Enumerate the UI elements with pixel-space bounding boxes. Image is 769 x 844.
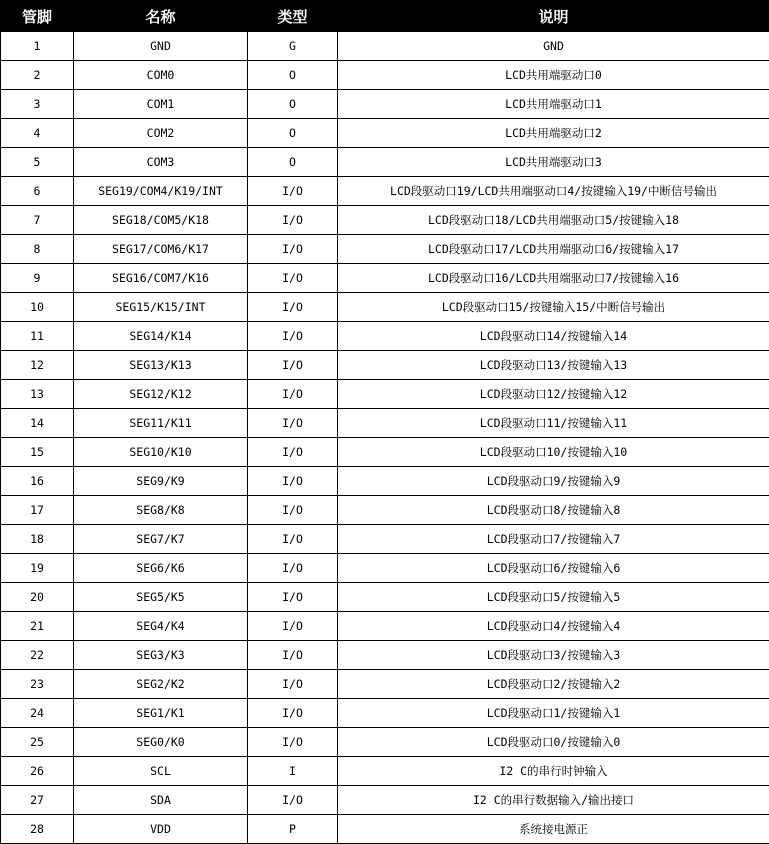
- pin-number-cell: 12: [1, 351, 74, 380]
- pin-type-cell: O: [248, 148, 338, 177]
- pin-type-cell: I/O: [248, 235, 338, 264]
- pin-number-cell: 3: [1, 90, 74, 119]
- pin-type-cell: I/O: [248, 206, 338, 235]
- pin-name-cell: COM2: [74, 119, 248, 148]
- table-row: [1, 119, 769, 148]
- pin-name-cell: SEG8/K8: [74, 496, 248, 525]
- pin-type-cell: I/O: [248, 554, 338, 583]
- pin-type-cell: I/O: [248, 467, 338, 496]
- pin-number-cell: 10: [1, 293, 74, 322]
- pin-description-cell: LCD段驱动口4/按键输入4: [338, 612, 769, 641]
- pin-description-cell: LCD共用端驱动口1: [338, 90, 769, 119]
- table-row: [1, 32, 769, 61]
- table-row: [1, 235, 769, 264]
- pin-number-cell: 27: [1, 786, 74, 815]
- pin-number-cell: 2: [1, 61, 74, 90]
- pin-description-cell: LCD共用端驱动口3: [338, 148, 769, 177]
- pin-description-cell: LCD段驱动口5/按键输入5: [338, 583, 769, 612]
- table-row: [1, 409, 769, 438]
- pin-name-cell: SEG17/COM6/K17: [74, 235, 248, 264]
- pin-type-cell: I/O: [248, 583, 338, 612]
- table-row: [1, 496, 769, 525]
- pin-number-cell: 7: [1, 206, 74, 235]
- pin-description-cell: 系统接电源正: [338, 815, 769, 844]
- pin-number-cell: 23: [1, 670, 74, 699]
- table-row: [1, 641, 769, 670]
- pin-number-cell: 24: [1, 699, 74, 728]
- pin-name-cell: SEG6/K6: [74, 554, 248, 583]
- table-row: [1, 757, 769, 786]
- pin-name-cell: SEG7/K7: [74, 525, 248, 554]
- pin-type-cell: O: [248, 119, 338, 148]
- pin-number-cell: 11: [1, 322, 74, 351]
- pin-name-cell: SEG19/COM4/K19/INT: [74, 177, 248, 206]
- pin-number-cell: 21: [1, 612, 74, 641]
- pin-type-cell: I/O: [248, 728, 338, 757]
- pin-name-cell: SEG18/COM5/K18: [74, 206, 248, 235]
- pin-description-cell: LCD段驱动口13/按键输入13: [338, 351, 769, 380]
- header-name: 名称: [74, 1, 248, 32]
- pin-number-cell: 8: [1, 235, 74, 264]
- pin-name-cell: SEG12/K12: [74, 380, 248, 409]
- pin-number-cell: 6: [1, 177, 74, 206]
- pin-description-cell: LCD段驱动口10/按键输入10: [338, 438, 769, 467]
- pin-description-cell: I2 C的串行数据输入/输出接口: [338, 786, 769, 815]
- pin-name-cell: SEG3/K3: [74, 641, 248, 670]
- pin-description-cell: LCD段驱动口17/LCD共用端驱动口6/按键输入17: [338, 235, 769, 264]
- pin-name-cell: COM1: [74, 90, 248, 119]
- pin-type-cell: I/O: [248, 699, 338, 728]
- table-row: [1, 206, 769, 235]
- table-row: [1, 699, 769, 728]
- pin-description-cell: LCD段驱动口9/按键输入9: [338, 467, 769, 496]
- pin-description-cell: LCD段驱动口19/LCD共用端驱动口4/按键输入19/中断信号输出: [338, 177, 769, 206]
- pin-number-cell: 16: [1, 467, 74, 496]
- pin-description-cell: LCD段驱动口3/按键输入3: [338, 641, 769, 670]
- pin-name-cell: VDD: [74, 815, 248, 844]
- pin-type-cell: I/O: [248, 351, 338, 380]
- pin-type-cell: I/O: [248, 438, 338, 467]
- pin-number-cell: 25: [1, 728, 74, 757]
- pin-description-cell: LCD段驱动口1/按键输入1: [338, 699, 769, 728]
- pin-description-cell: LCD段驱动口2/按键输入2: [338, 670, 769, 699]
- pin-name-cell: SEG4/K4: [74, 612, 248, 641]
- pin-type-cell: I/O: [248, 380, 338, 409]
- pin-description-cell: LCD段驱动口14/按键输入14: [338, 322, 769, 351]
- header-pin: 管脚: [1, 1, 74, 32]
- pin-name-cell: SDA: [74, 786, 248, 815]
- table-row: [1, 351, 769, 380]
- pin-name-cell: SCL: [74, 757, 248, 786]
- pin-type-cell: O: [248, 61, 338, 90]
- table-row: [1, 90, 769, 119]
- table-row: [1, 670, 769, 699]
- pin-name-cell: SEG13/K13: [74, 351, 248, 380]
- pin-number-cell: 17: [1, 496, 74, 525]
- pin-name-cell: SEG1/K1: [74, 699, 248, 728]
- table-row: [1, 438, 769, 467]
- pin-type-cell: I/O: [248, 670, 338, 699]
- table-row: [1, 322, 769, 351]
- pin-type-cell: I/O: [248, 177, 338, 206]
- pin-type-cell: O: [248, 90, 338, 119]
- pin-description-cell: LCD共用端驱动口0: [338, 61, 769, 90]
- pin-name-cell: SEG0/K0: [74, 728, 248, 757]
- pin-name-cell: SEG16/COM7/K16: [74, 264, 248, 293]
- pin-description-cell: LCD段驱动口16/LCD共用端驱动口7/按键输入16: [338, 264, 769, 293]
- pin-name-cell: SEG10/K10: [74, 438, 248, 467]
- pin-name-cell: SEG5/K5: [74, 583, 248, 612]
- pin-name-cell: SEG11/K11: [74, 409, 248, 438]
- pin-type-cell: I/O: [248, 293, 338, 322]
- header-description: 说明: [338, 1, 769, 32]
- pin-name-cell: COM3: [74, 148, 248, 177]
- pin-name-cell: SEG15/K15/INT: [74, 293, 248, 322]
- pin-number-cell: 14: [1, 409, 74, 438]
- table-row: [1, 61, 769, 90]
- table-body: [1, 32, 769, 844]
- pin-type-cell: I/O: [248, 496, 338, 525]
- pin-description-cell: LCD段驱动口7/按键输入7: [338, 525, 769, 554]
- pin-type-cell: I/O: [248, 786, 338, 815]
- pin-type-cell: I/O: [248, 525, 338, 554]
- table-row: [1, 148, 769, 177]
- table-row: [1, 554, 769, 583]
- pin-number-cell: 15: [1, 438, 74, 467]
- table-row: [1, 293, 769, 322]
- pin-type-cell: I/O: [248, 409, 338, 438]
- pin-description-cell: LCD共用端驱动口2: [338, 119, 769, 148]
- pin-name-cell: SEG9/K9: [74, 467, 248, 496]
- table-row: [1, 786, 769, 815]
- pin-type-cell: I: [248, 757, 338, 786]
- table-row: [1, 177, 769, 206]
- pin-name-cell: SEG14/K14: [74, 322, 248, 351]
- pin-number-cell: 19: [1, 554, 74, 583]
- table-row: [1, 380, 769, 409]
- pin-number-cell: 1: [1, 32, 74, 61]
- pin-type-cell: I/O: [248, 612, 338, 641]
- pin-type-cell: G: [248, 32, 338, 61]
- table-row: [1, 728, 769, 757]
- pin-description-cell: LCD段驱动口11/按键输入11: [338, 409, 769, 438]
- pin-type-cell: I/O: [248, 322, 338, 351]
- pin-number-cell: 9: [1, 264, 74, 293]
- header-type: 类型: [248, 1, 338, 32]
- pin-number-cell: 20: [1, 583, 74, 612]
- pin-type-cell: I/O: [248, 264, 338, 293]
- pin-number-cell: 13: [1, 380, 74, 409]
- pin-description-cell: LCD段驱动口15/按键输入15/中断信号输出: [338, 293, 769, 322]
- table-row: [1, 612, 769, 641]
- pin-name-cell: COM0: [74, 61, 248, 90]
- table-header-row: [1, 1, 769, 32]
- pin-number-cell: 5: [1, 148, 74, 177]
- pin-description-cell: LCD段驱动口6/按键输入6: [338, 554, 769, 583]
- pin-description-cell: LCD段驱动口8/按键输入8: [338, 496, 769, 525]
- pin-number-cell: 18: [1, 525, 74, 554]
- table-row: [1, 583, 769, 612]
- pin-description-cell: GND: [338, 32, 769, 61]
- table-row: [1, 264, 769, 293]
- table-row: [1, 467, 769, 496]
- pin-number-cell: 28: [1, 815, 74, 844]
- pin-type-cell: P: [248, 815, 338, 844]
- pin-type-cell: I/O: [248, 641, 338, 670]
- pin-name-cell: SEG2/K2: [74, 670, 248, 699]
- table-row: [1, 815, 769, 844]
- pin-description-cell: LCD段驱动口12/按键输入12: [338, 380, 769, 409]
- pin-description-cell: LCD段驱动口18/LCD共用端驱动口5/按键输入18: [338, 206, 769, 235]
- pin-description-cell: I2 C的串行时钟输入: [338, 757, 769, 786]
- pin-description-cell: LCD段驱动口0/按键输入0: [338, 728, 769, 757]
- pin-number-cell: 26: [1, 757, 74, 786]
- pin-number-cell: 22: [1, 641, 74, 670]
- pin-name-cell: GND: [74, 32, 248, 61]
- pin-number-cell: 4: [1, 119, 74, 148]
- table-row: [1, 525, 769, 554]
